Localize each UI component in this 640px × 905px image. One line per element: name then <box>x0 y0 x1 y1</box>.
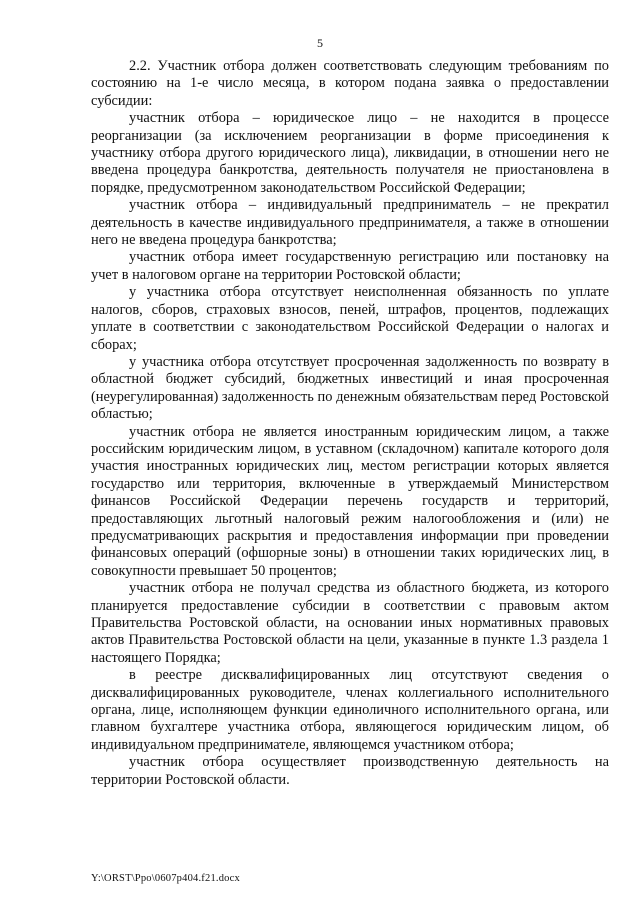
footer-file-path: Y:\ORST\Ppo\0607p404.f21.docx <box>91 873 240 884</box>
page-number: 5 <box>317 36 323 50</box>
paragraph-production-activity: участник отбора осуществляет производственную деятельность на территории Ростовской области. <box>91 754 609 788</box>
paragraph-overdue-debt: у участника отбора отсутствует просроченная задолженность по возврату в областной бюджет субсидий, бюджетных инвестиций и иная просроченная (неурегулированная) задолженность по денежным обязательствам перед Ростовской областью; <box>91 353 609 423</box>
paragraph-regional-budget-funds: участник отбора не получал средства из областного бюджета, из которого планируется предоставление субсидии в соответствии с правовым актом Правительства Ростовской области, на основании иных нормативных правовых актов Правительства Ростовской области на цели, указанные в пункте 1.3 раздела 1 настоящего Порядка; <box>91 580 609 666</box>
paragraph-state-registration: участник отбора имеет государственную регистрацию или постановку на учет в налоговом органе на территории Ростовской области; <box>91 249 609 283</box>
paragraph-tax-obligations: у участника отбора отсутствует неисполненная обязанность по уплате налогов, сборов, страховых взносов, пеней, штрафов, процентов, подлежащих уплате в соответствии с законодательством Российской Федерации о налогах и сборах; <box>91 284 609 353</box>
paragraph-legal-entity: участник отбора – юридическое лицо – не находится в процессе реорганизации (за исключением реорганизации в форме присоединения к участнику отбора другого юридического лица), ликвидации, в отношении него не введена процедура банкротства, деятельность получателя не приостановлена в порядке, предусмотренном законодательством Российской Федерации; <box>91 110 609 196</box>
paragraph-foreign-entity: участник отбора не является иностранным юридическим лицом, а также российским юридическим лицом, в уставном (складочном) капитале которого доля участия иностранных юридических лиц, местом регистрации которых является государство или территория, включенные в утверждаемый Министерством финансов Российской Федерации перечень государств и территорий, предоставляющих льготный налоговый режим налогообложения и (или) не предусматривающих раскрытия и предоставления информации при проведении финансовых операций (офшорные зоны) в отношении таких юридических лиц, в совокупности превышает 50 процентов; <box>91 423 609 579</box>
paragraph-individual-entrepreneur: участник отбора – индивидуальный предприниматель – не прекратил деятельность в качестве индивидуального предпринимателя, а также в отношении него не введена процедура банкротства; <box>91 197 609 249</box>
document-body <box>91 58 609 789</box>
paragraph-disqualified-persons: в реестре дисквалифицированных лиц отсутствуют сведения о дисквалифицированных руководителе, членах коллегиального исполнительного органа, лице, исполняющем функции единоличного исполнительного органа, или главном бухгалтере участника отбора, являющегося юридическим лицом, об индивидуальном предпринимателе, являющемся участником отбора; <box>91 667 609 753</box>
paragraph-requirements-intro: 2.2. Участник отбора должен соответствовать следующим требованиям по состоянию на 1-е число месяца, в котором подана заявка о предоставлении субсидии: <box>91 58 609 109</box>
